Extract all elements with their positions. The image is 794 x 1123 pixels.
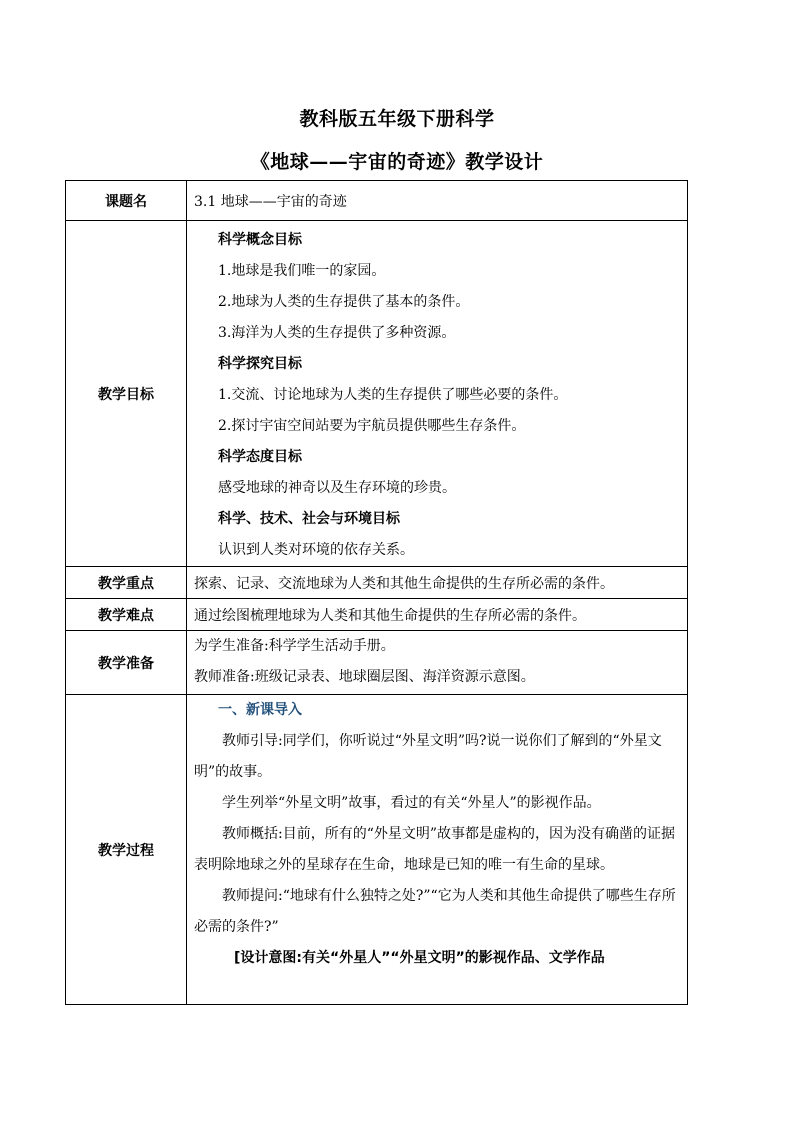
process-content xyxy=(187,695,688,1005)
value-key: 探索、记录、交流地球为人类和其他生命提供的生存所必需的条件。 xyxy=(187,567,688,599)
label-goals: 教学目标 xyxy=(66,221,187,567)
process-paragraph: 教师概括:目前，所有的“外星文明”故事都是虚构的，因为没有确凿的证据表明除地球之外的星球存在生命，地球是已知的唯一有生命的星球。 xyxy=(194,826,676,873)
design-intent: [设计意图:有关“外星人”“外星文明”的影视作品、文学作品 xyxy=(234,950,605,966)
value-topic: 3.1 地球——宇宙的奇迹 xyxy=(187,181,688,221)
document-subtitle: 《地球——宇宙的奇迹》教学设计 xyxy=(250,151,544,173)
table-row-difficulty xyxy=(66,599,688,631)
label-prep: 教学准备 xyxy=(66,631,187,695)
label-process: 教学过程 xyxy=(66,695,187,1005)
attitude-heading: 科学态度目标 xyxy=(218,449,302,465)
table-row-topic xyxy=(66,181,688,221)
process-paragraph: 学生列举“外星文明”故事，看过的有关“外星人”的影视作品。 xyxy=(222,795,601,811)
process-paragraph: 教师提问:“地球有什么独特之处?”“它为人类和其他生命提供了哪些生存所必需的条件?” xyxy=(194,888,676,935)
prep-teacher: 教师准备:班级记录表、地球圈层图、海洋资源示意图。 xyxy=(194,669,535,685)
sts-heading: 科学、技术、社会与环境目标 xyxy=(218,511,400,527)
section-heading: 一、新课导入 xyxy=(218,702,302,718)
concept-item: 1.地球是我们唯一的家园。 xyxy=(218,263,386,279)
prep-student: 为学生准备:科学学生活动手册。 xyxy=(194,638,395,654)
table-row-prep xyxy=(66,631,688,695)
concept-item: 2.地球为人类的生存提供了基本的条件。 xyxy=(218,294,470,310)
inquiry-item: 1.交流、讨论地球为人类的生存提供了哪些必要的条件。 xyxy=(218,387,568,403)
label-topic: 课题名 xyxy=(66,181,187,221)
table-row-key xyxy=(66,567,688,599)
concept-heading: 科学概念目标 xyxy=(218,232,302,248)
process-paragraph: 教师引导:同学们，你听说过“外星文明”吗?说一说你们了解到的“外星文明”的故事。 xyxy=(194,733,662,780)
inquiry-heading: 科学探究目标 xyxy=(218,356,302,372)
label-key: 教学重点 xyxy=(66,567,187,599)
document-title: 教科版五年级下册科学 xyxy=(299,108,495,130)
attitude-item: 感受地球的神奇以及生存环境的珍贵。 xyxy=(218,480,456,496)
goals-content xyxy=(187,221,688,567)
sts-item: 认识到人类对环境的依存关系。 xyxy=(218,542,414,558)
table-row-process xyxy=(66,695,688,1005)
concept-item: 3.海洋为人类的生存提供了多种资源。 xyxy=(218,325,456,341)
inquiry-item: 2.探讨宇宙空间站要为宇航员提供哪些生存条件。 xyxy=(218,418,526,434)
table-row-goals xyxy=(66,221,688,567)
label-difficulty: 教学难点 xyxy=(66,599,187,631)
prep-content xyxy=(187,631,688,695)
lesson-plan-table xyxy=(65,180,688,1005)
value-difficulty: 通过绘图梳理地球为人类和其他生命提供的生存所必需的条件。 xyxy=(187,599,688,631)
